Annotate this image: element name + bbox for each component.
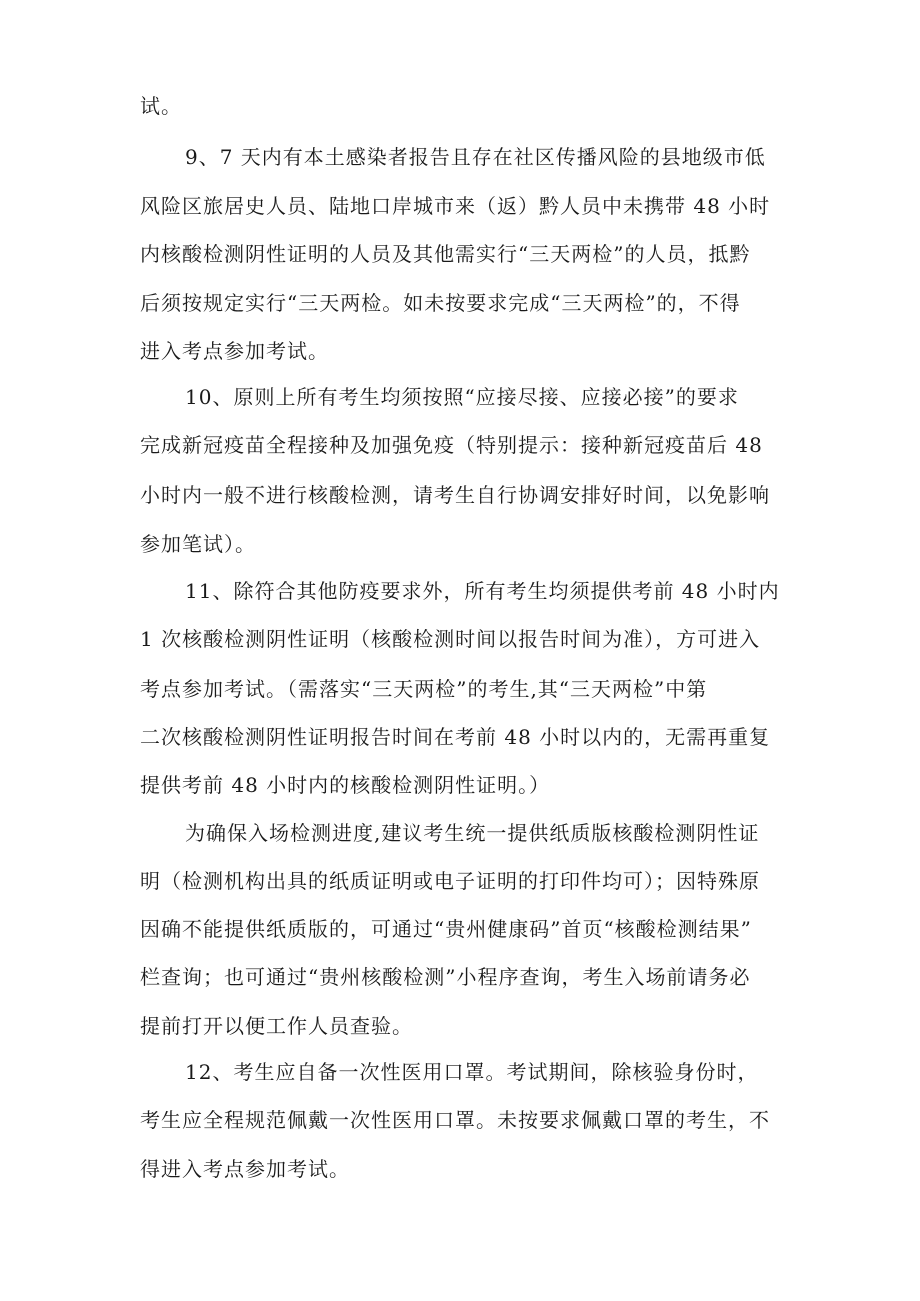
paragraph-10-line-2: 完成新冠疫苗全程接种及加强免疫（特别提示：接种新冠疫苗后 48 — [140, 433, 763, 457]
paragraph-11-line-2: 1 次核酸检测阴性证明（核酸检测时间以报告时间为准），方可进入 — [140, 627, 761, 651]
paragraph-note-line-5: 提前打开以便工作人员查验。 — [140, 1014, 413, 1038]
paragraph-12-line-1: 12、考生应自备一次性医用口罩。考试期间，除核验身份时， — [185, 1060, 759, 1084]
paragraph-9-line-1: 9、7 天内有本土感染者报告且存在社区传播风险的县地级市低 — [185, 145, 766, 169]
paragraph-11-line-5: 提供考前 48 小时内的核酸检测阴性证明。） — [140, 773, 551, 797]
paragraph-note-line-1: 为确保入场检测进度,建议考生统一提供纸质版核酸检测阴性证 — [185, 821, 760, 845]
paragraph-9-line-4: 后须按规定实行“三天两检。如未按要求完成“三天两检”的，不得 — [140, 291, 741, 315]
paragraph-10-line-4: 参加笔试）。 — [140, 532, 256, 556]
paragraph-12-line-3: 得进入考点参加考试。 — [140, 1157, 350, 1181]
paragraph-12-line-2: 考生应全程规范佩戴一次性医用口罩。未按要求佩戴口罩的考生，不 — [140, 1108, 770, 1132]
paragraph-11-line-3: 考点参加考试。（需落实“三天两检”的考生,其“三天两检”中第 — [140, 677, 708, 701]
paragraph-9-line-5: 进入考点参加考试。 — [140, 339, 329, 363]
paragraph-9-line-3: 内核酸检测阴性证明的人员及其他需实行“三天两检”的人员，抵黔 — [140, 242, 751, 266]
paragraph-11-line-1: 11、除符合其他防疫要求外，所有考生均须提供考前 48 小时内 — [185, 579, 780, 603]
paragraph-10-line-1: 10、原则上所有考生均须按照“应接尽接、应接必接”的要求 — [185, 385, 739, 409]
paragraph-11-line-4: 二次核酸检测阴性证明报告时间在考前 48 小时以内的，无需再重复 — [140, 725, 771, 749]
text-line: 试。 — [140, 94, 182, 118]
paragraph-note-line-3: 因确不能提供纸质版的，可通过“贵州健康码”首页“核酸检测结果” — [140, 917, 752, 941]
paragraph-note-line-4: 栏查询；也可通过“贵州核酸检测”小程序查询，考生入场前请务必 — [140, 965, 751, 989]
paragraph-9-line-2: 风险区旅居史人员、陆地口岸城市来（返）黔人员中未携带 48 小时 — [140, 194, 771, 218]
paragraph-10-line-3: 小时内一般不进行核酸检测，请考生自行协调安排好时间，以免影响 — [140, 483, 770, 507]
paragraph-note-line-2: 明（检测机构出具的纸质证明或电子证明的打印件均可）；因特殊原 — [140, 869, 760, 893]
